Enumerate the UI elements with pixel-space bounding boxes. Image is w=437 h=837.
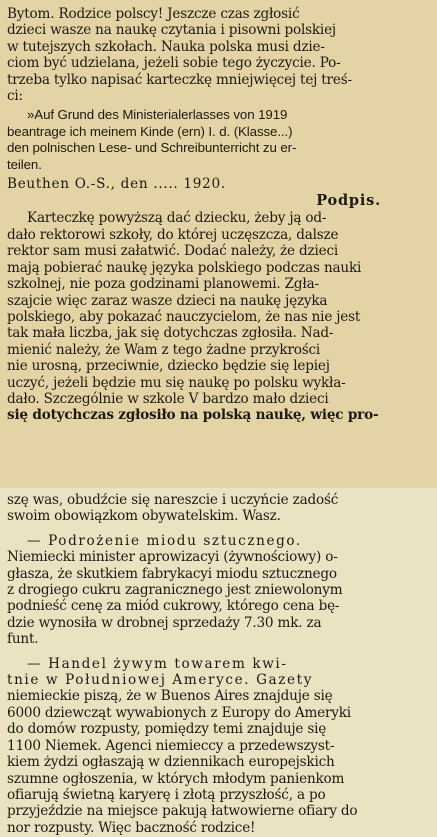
- text-line: się dotychczas zgłosiło na polską naukę, więc pro-: [7, 407, 379, 424]
- article-headline-cont: tnie w Południowej Ameryce. Gazety: [7, 672, 313, 689]
- text-line: szajcie więc zaraz wasze dzieci na naukę języka: [7, 292, 328, 309]
- text-line: niemieckie piszą, że w Buenos Aires znajduje się: [7, 688, 333, 705]
- text-line: Niemiecki minister aprowizacyi (żywnościowy) o-: [7, 549, 338, 566]
- text-line: Bytom. Rodzice polscy! Jeszcze czas zgłosić: [7, 6, 300, 22]
- text-line: nor rozpusty. Więc baczność rodzice!: [7, 819, 256, 836]
- text-line: ciom być udzielana, jeżeli sobie tego życzycie. Po-: [7, 55, 341, 72]
- dateline: Beuthen O.-S., den ..... 1920.: [7, 176, 226, 193]
- text-line: mienić należy, że Wam z tego żadne przykrości: [7, 341, 321, 358]
- text-line: 6000 dziewcząt wywabionych z Europy do Ameryki: [7, 704, 351, 721]
- text-line: ofiarują świetną karyerę i złotą przyszłość, a po: [7, 786, 326, 803]
- text-line: Karteczkę powyższą dać dziecku, żeby ją od-: [27, 210, 327, 227]
- text-line: uczyć, jeżeli będzie mu się naukę po polsku wykła-: [7, 374, 346, 391]
- text-line: beantrage ich meinem Kinde (ern) I. d. (Klasse...): [7, 123, 293, 139]
- text-line: ci:: [7, 88, 23, 105]
- text-line: 1100 Niemek. Agenci niemieccy a przedewszyst-: [7, 737, 335, 754]
- lower-column-section: [0, 488, 437, 837]
- article-honey-price: [7, 533, 427, 648]
- text-line: szę was, obudźcie się nareszcie i uczyńcie zadość: [7, 492, 339, 508]
- text-line: den polnischen Lese- und Schreibunterricht zu er-: [7, 140, 297, 156]
- text-line: do domów rozpusty, pomiędzy temi znajduje się: [7, 721, 327, 738]
- text-line: trzeba tylko napisać karteczkę mniejwięcej tej treś-: [7, 71, 352, 88]
- text-line: polskiego, aby pokazać nauczycielom, że nas nie jest: [7, 308, 361, 325]
- article-headline: — Handel żywym towarem kwi-: [27, 655, 288, 672]
- text-line: szkolnej, nie poza godzinami planowemi. Zgła-: [7, 276, 319, 293]
- text-line: przyjeździe na miejsce pakują łatwowierne ofiary do: [7, 803, 358, 820]
- article-bytom-intro: [7, 6, 427, 104]
- article-bytom-closing: [7, 492, 427, 525]
- text-line: teilen.: [7, 156, 42, 172]
- text-line: w tutejszych szkołach. Nauka polska musi dzie-: [7, 38, 325, 55]
- article-headline: — Podrożenie miodu sztucznego.: [27, 532, 302, 549]
- text-line: dało rektorowi szkoły, do której uczęszcza, dalsze: [7, 226, 339, 243]
- text-line: kiem żydzi ogłaszają w dziennikach europejskich: [7, 754, 335, 771]
- text-line: dzieci wasze na naukę czytania i pisowni polskiej: [7, 22, 336, 39]
- text-line: szumne ogłoszenia, w których młodym panienkom: [7, 770, 345, 787]
- text-line: nie urosną, przeciwnie, dziecko będzie się lepiej: [7, 358, 330, 375]
- text-line: z drogiego cukru zagranicznego jest zniewolonym: [7, 582, 343, 599]
- text-line: głasza, że skutkiem fabrykacyi miodu sztucznego: [7, 565, 337, 582]
- text-line: swoim obowiązkom obywatelskim. Wasz.: [7, 508, 281, 525]
- text-line: funt.: [7, 631, 39, 648]
- text-line: mają pobierać naukę języka polskiego podczas nauki: [7, 259, 362, 276]
- text-line: tak mała liczba, jak się dotychczas zgłosiła. Nad-: [7, 325, 334, 342]
- signature-label: Podpis.: [316, 192, 381, 210]
- article-bytom-body: [7, 210, 427, 423]
- text-line: dało. Szczególnie w szkole V bardzo mało dzieci: [7, 390, 329, 407]
- text-line: »Auf Grund des Ministerialerlasses von 1919: [27, 107, 288, 123]
- text-line: rektor sam musi załatwić. Dodać należy, że dzieci: [7, 243, 339, 260]
- article-human-trafficking: [7, 656, 427, 836]
- german-request-template: [7, 107, 427, 173]
- text-line: dzie wynosiła w drobnej sprzedaży 7.30 mk. za: [7, 614, 322, 631]
- text-line: podnieść cenę za miód cukrowy, którego cena bę-: [7, 598, 340, 615]
